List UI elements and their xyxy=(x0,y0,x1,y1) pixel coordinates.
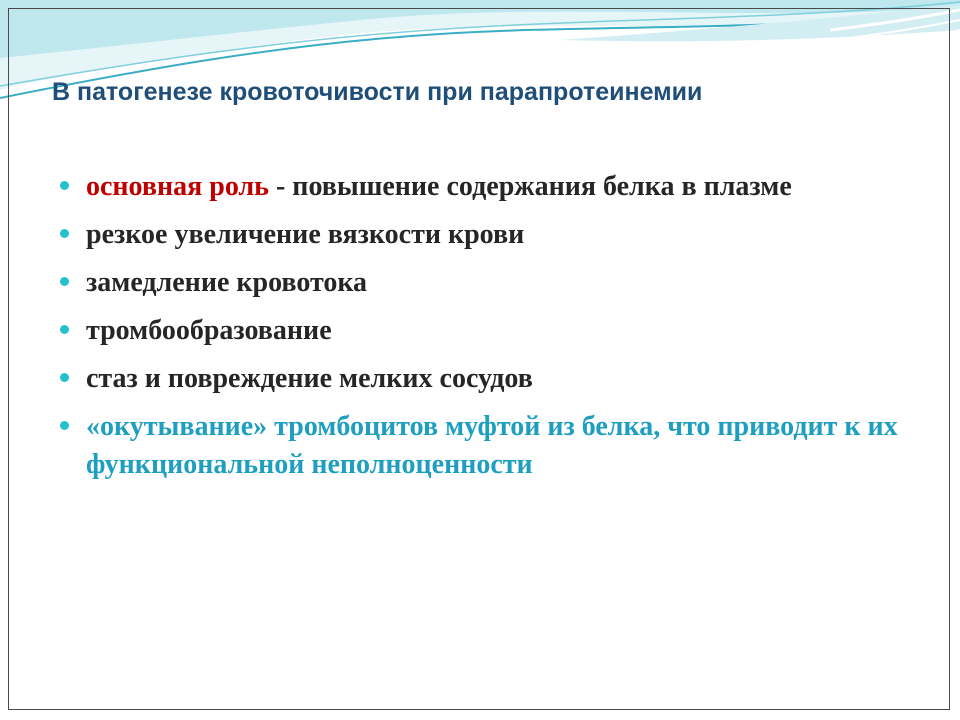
bullet-text: - повышение содержания белка в плазме xyxy=(268,171,792,202)
bullet-text: тромбообразование xyxy=(86,315,332,346)
bullet-item xyxy=(60,408,910,484)
bullet-dot-icon xyxy=(60,373,69,382)
bullet-text: стаз и повреждение мелких сосудов xyxy=(86,363,533,394)
bullet-text: «окутывание» тромбоцитов муфтой из белка, что приводит к их функциональной неполноценности xyxy=(86,411,898,480)
bullet-text: резкое увеличение вязкости крови xyxy=(86,219,525,250)
bullet-text: замедление кровотока xyxy=(86,267,368,298)
bullet-dot-icon xyxy=(60,277,69,286)
bullet-highlight: основная роль xyxy=(86,171,269,202)
bullet-dot-icon xyxy=(60,325,69,334)
bullet-dot-icon xyxy=(60,229,69,238)
bullet-dot-icon xyxy=(60,421,69,430)
slide-title: В патогенезе кровоточивости при парапротеинемии xyxy=(52,78,703,106)
bullet-item xyxy=(60,168,910,206)
bullet-item xyxy=(60,264,910,302)
bullet-item xyxy=(60,216,910,254)
bullet-list xyxy=(60,168,910,494)
bullet-dot-icon xyxy=(60,181,69,190)
bullet-item xyxy=(60,312,910,350)
bullet-item xyxy=(60,360,910,398)
